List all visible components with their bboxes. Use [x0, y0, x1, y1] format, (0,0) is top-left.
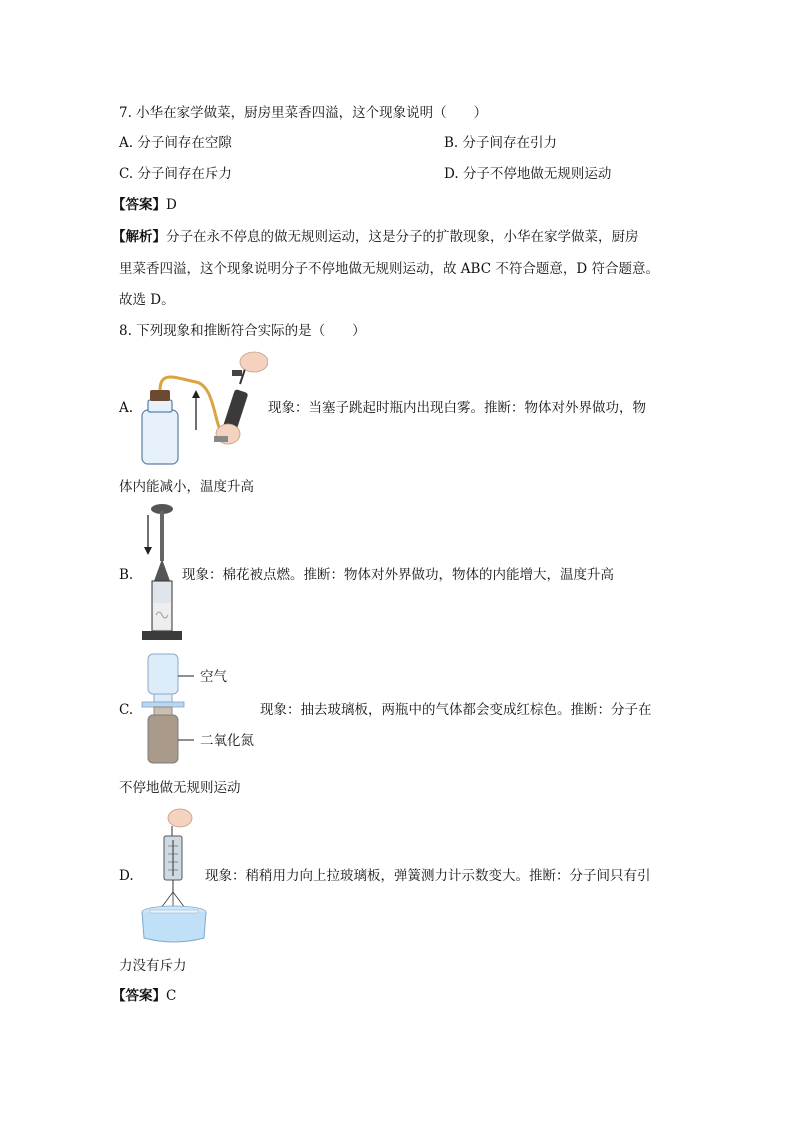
option-letter: C.	[119, 166, 134, 182]
option-text: 分子间存在斥力	[137, 166, 232, 182]
answer-tag: 【答案】	[112, 197, 166, 213]
q8-option-c-text-line2: 不停地做无规则运动	[119, 780, 241, 796]
q7-option-a	[119, 133, 232, 153]
q8-option-a-letter: A.	[119, 400, 134, 416]
option-text: 分子间存在引力	[462, 135, 558, 151]
air-piston-figure	[136, 503, 182, 643]
answer-value: D	[166, 197, 177, 213]
q8-option-b-letter: B.	[119, 567, 134, 583]
q8-option-d-text-line1: 现象：稍稍用力向上拉玻璃板，弹簧测力计示数变大。推断：分子间只有引	[205, 868, 651, 884]
q8-option-d-text-line2: 力没有斥力	[119, 958, 187, 974]
q8-answer	[112, 986, 176, 1006]
q7-option-b	[444, 133, 557, 153]
option-text: 分子间存在空隙	[137, 135, 232, 151]
q7-analysis-line1	[112, 227, 639, 247]
analysis-text: 分子在永不停息的做无规则运动，这是分子的扩散现象，小华在家学做菜，厨房	[166, 229, 639, 245]
spring-scale-figure	[138, 808, 210, 946]
q8-option-c-letter: C.	[119, 702, 134, 718]
option-text: 分子不停地做无规则运动	[462, 166, 612, 182]
option-letter: B.	[444, 135, 459, 151]
q8-option-a-text-line2: 体内能减小，温度升高	[119, 479, 254, 495]
q7-analysis-line3: 故选 D。	[119, 292, 175, 308]
option-letter: D.	[444, 166, 459, 182]
q7-analysis-line2: 里菜香四溢，这个现象说明分子不停地做无规则运动，故 ABC 不符合题意，D 符合题意。	[119, 261, 659, 277]
q7-option-d	[444, 164, 611, 184]
q8-option-c-text-line1: 现象：抽去玻璃板，两瓶中的气体都会变成红棕色。推断：分子在	[260, 702, 652, 718]
answer-value: C	[166, 988, 177, 1004]
q8-option-a-text-line1: 现象：当塞子跳起时瓶内出现白雾。推断：物体对外界做功，物	[268, 400, 646, 416]
q7-stem: 7. 小华在家学做菜，厨房里菜香四溢，这个现象说明（ ）	[119, 105, 488, 121]
analysis-tag: 【解析】	[112, 229, 166, 245]
label-nitrogen-dioxide: 二氧化氮	[200, 733, 254, 749]
gas-diffusion-figure	[138, 652, 208, 768]
bottle-pump-figure	[136, 350, 268, 468]
label-air: 空气	[200, 669, 227, 685]
q7-option-c	[119, 164, 232, 184]
answer-tag: 【答案】	[112, 988, 166, 1004]
q8-stem: 8. 下列现象和推断符合实际的是（ ）	[119, 323, 366, 339]
option-letter: A.	[119, 135, 134, 151]
q7-answer	[112, 195, 177, 215]
q8-option-d-letter: D.	[119, 868, 134, 884]
q8-option-b-text: 现象：棉花被点燃。推断：物体对外界做功，物体的内能增大，温度升高	[182, 567, 614, 583]
